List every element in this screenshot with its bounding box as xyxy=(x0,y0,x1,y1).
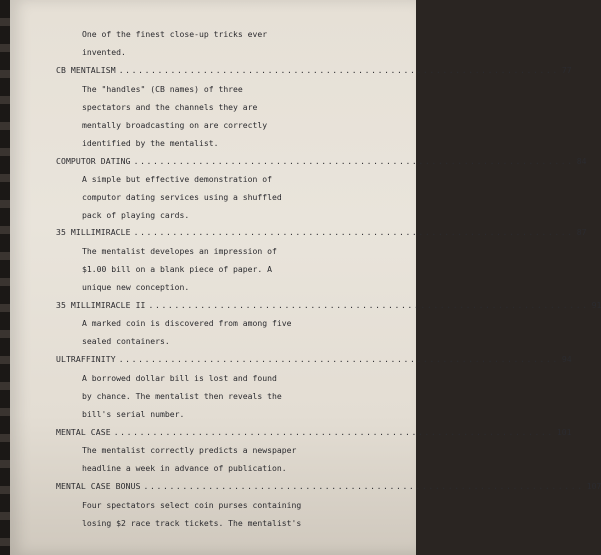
entry-page-number: 84 xyxy=(576,156,587,166)
entry-title: ULTRAFFINITY xyxy=(56,354,116,364)
entry-page-number: 91 xyxy=(591,300,601,310)
entry-description-line: $1.00 bill on a blank piece of paper. A xyxy=(82,264,273,274)
leader-dots: .................................................................... xyxy=(143,481,584,491)
intro-line: One of the finest close-up tricks ever xyxy=(82,29,268,39)
toc-entry-35-millimiracle-ii xyxy=(56,299,601,311)
entry-description-line: The "handles" (CB names) of three xyxy=(82,84,243,94)
entry-description-line: mentally broadcasting on are correctly xyxy=(82,120,268,130)
toc-entry-ultraffinity xyxy=(56,353,572,365)
leader-dots: .................................................................... xyxy=(118,65,559,75)
entry-title: 35 MILLIMIRACLE II xyxy=(56,300,146,310)
entry-title: MENTAL CASE xyxy=(56,427,111,437)
entry-description-line: unique new conception. xyxy=(82,282,190,292)
toc-entry-35-millimiracle xyxy=(56,226,587,238)
entry-page-number: 101 xyxy=(556,427,572,437)
entry-page-number: 94 xyxy=(561,354,572,364)
toc-entry-mental-case-bonus xyxy=(56,480,601,492)
entry-title: COMPUTOR DATING xyxy=(56,156,131,166)
leader-dots: .................................................................... xyxy=(148,300,589,310)
entry-page-number: 107 xyxy=(586,481,601,491)
entry-title: 35 MILLIMIRACLE xyxy=(56,227,131,237)
leader-dots: .................................................................... xyxy=(118,354,559,364)
entry-description-line: bill's serial number. xyxy=(82,409,185,419)
entry-description-line: spectators and the channels they are xyxy=(82,102,258,112)
entry-description-line: A marked coin is discovered from among five xyxy=(82,318,292,328)
entry-description-line: losing $2 race track tickets. The mentalist's xyxy=(82,518,302,528)
entry-description-line: A borrowed dollar bill is lost and found xyxy=(82,373,277,383)
entry-description-line: A simple but effective demonstration of xyxy=(82,174,273,184)
entry-description-line: headline a week in advance of publication. xyxy=(82,463,287,473)
entry-description-line: The mentalist developes an impression of xyxy=(82,246,277,256)
document-page xyxy=(10,0,601,555)
intro-line: invented. xyxy=(82,47,126,57)
entry-description-line: sealed containers. xyxy=(82,336,170,346)
entry-title: CB MENTALISM xyxy=(56,65,116,75)
leader-dots: .................................................................... xyxy=(133,156,574,166)
entry-description-line: computor dating services using a shuffled xyxy=(82,192,282,202)
leader-dots: .................................................................... xyxy=(113,427,554,437)
entry-description-line: pack of playing cards. xyxy=(82,210,190,220)
entry-description-line: The mentalist correctly predicts a newspaper xyxy=(82,445,297,455)
toc-entry-cb-mentalism xyxy=(56,64,572,76)
entry-description-line: identified by the mentalist. xyxy=(82,138,219,148)
spiral-binding xyxy=(0,0,10,555)
entry-description-line: by chance. The mentalist then reveals the xyxy=(82,391,282,401)
toc-entry-mental-case xyxy=(56,426,572,438)
entry-description-line: Four spectators select coin purses containing xyxy=(82,500,302,510)
entry-title: MENTAL CASE BONUS xyxy=(56,481,141,491)
toc-entry-computor-dating xyxy=(56,155,587,167)
entry-page-number: 87 xyxy=(576,227,587,237)
leader-dots: .................................................................... xyxy=(133,227,574,237)
entry-page-number: 77 xyxy=(561,65,572,75)
